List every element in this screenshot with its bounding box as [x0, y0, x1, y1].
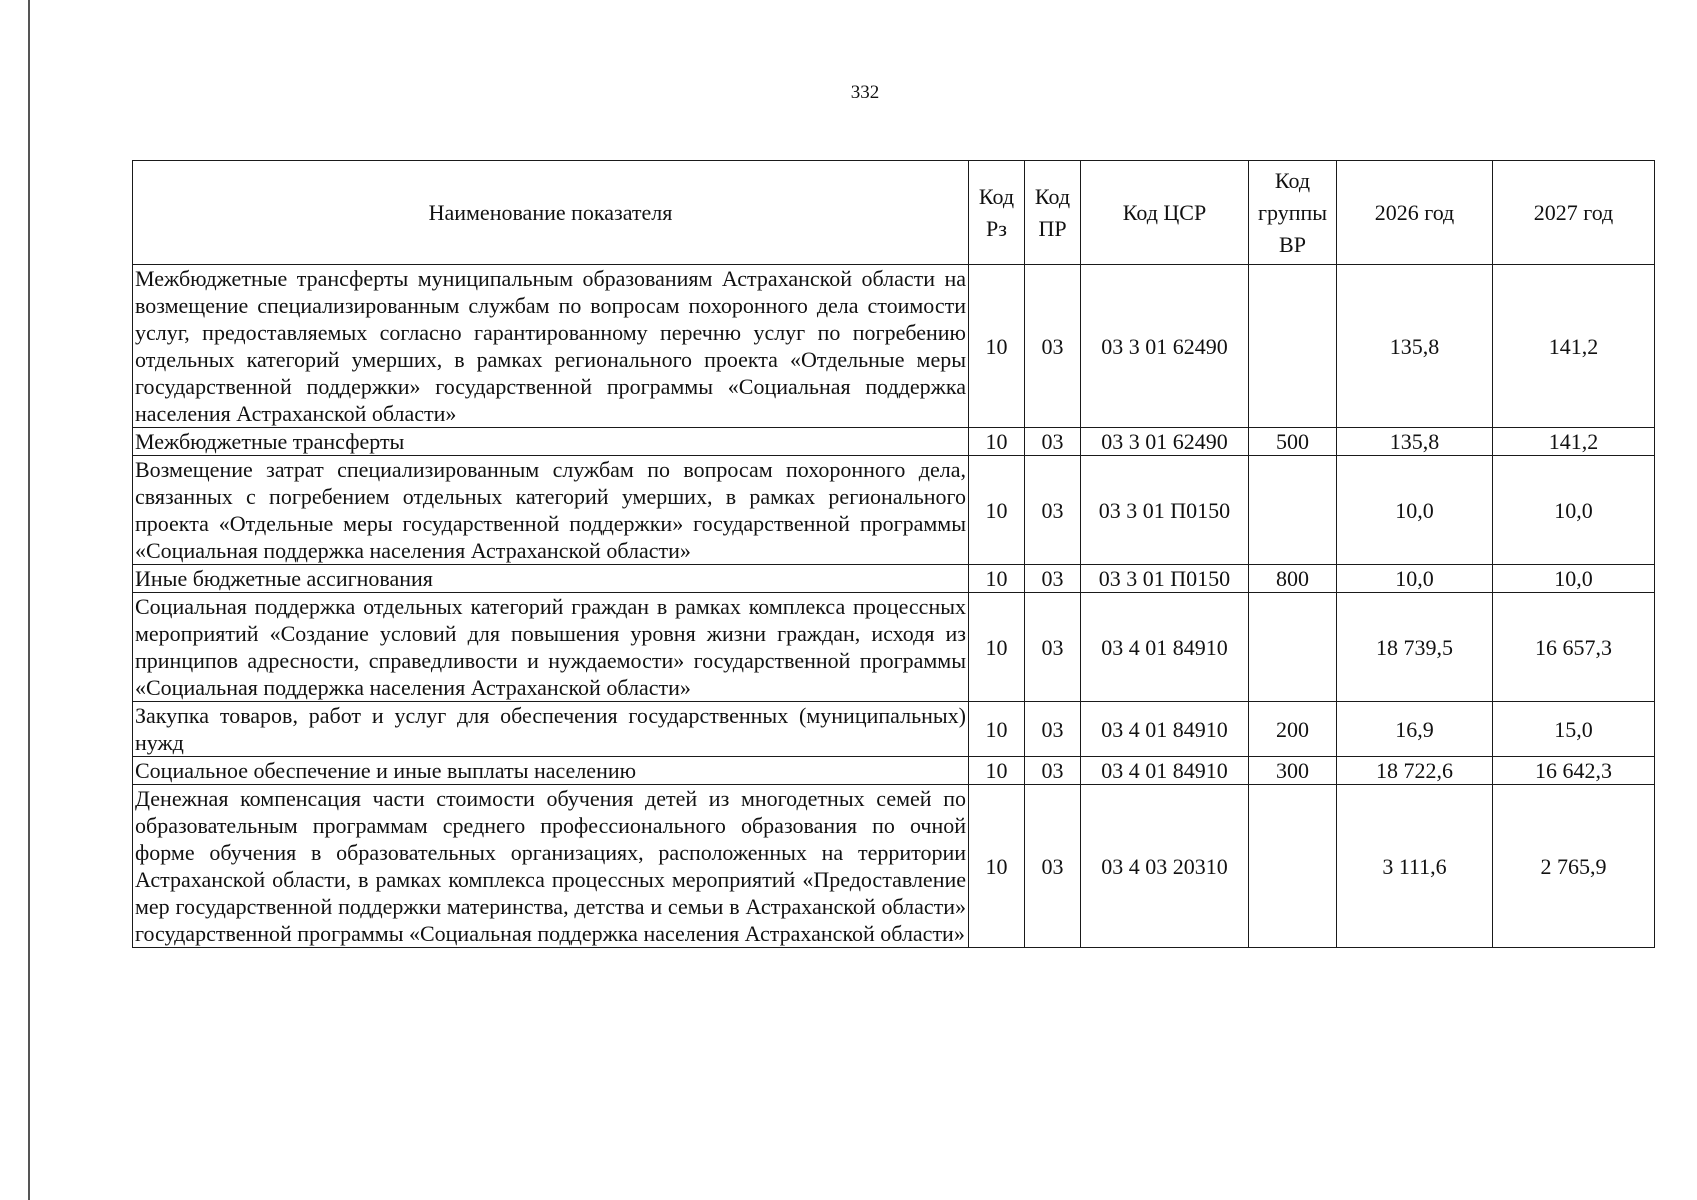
row-code-vr: [1249, 593, 1337, 702]
row-value-2027: 141,2: [1493, 428, 1655, 456]
row-code-vr: 200: [1249, 702, 1337, 757]
row-value-2027: 10,0: [1493, 565, 1655, 593]
row-code-rz: 10: [969, 593, 1025, 702]
row-name: Социальное обеспечение и иные выплаты населению: [133, 757, 969, 785]
table-header-row: [133, 161, 1655, 265]
table-row: [133, 757, 1655, 785]
table-row: [133, 565, 1655, 593]
header-code-vr: Код группы ВР: [1249, 161, 1337, 265]
header-code-rz: Код Рз: [969, 161, 1025, 265]
row-value-2026: 18 739,5: [1337, 593, 1493, 702]
row-value-2026: 18 722,6: [1337, 757, 1493, 785]
row-code-pr: 03: [1025, 265, 1081, 428]
page-margin-line: [28, 0, 30, 1200]
row-value-2027: 16 642,3: [1493, 757, 1655, 785]
row-value-2027: 141,2: [1493, 265, 1655, 428]
row-code-vr: [1249, 456, 1337, 565]
row-code-vr: 800: [1249, 565, 1337, 593]
header-code-csr: Код ЦСР: [1081, 161, 1249, 265]
table-row: [133, 456, 1655, 565]
row-code-rz: 10: [969, 265, 1025, 428]
row-code-csr: 03 3 01 П0150: [1081, 456, 1249, 565]
row-value-2026: 3 111,6: [1337, 785, 1493, 948]
header-name: Наименование показателя: [133, 161, 969, 265]
row-name: Иные бюджетные ассигнования: [133, 565, 969, 593]
row-code-rz: 10: [969, 456, 1025, 565]
row-code-pr: 03: [1025, 456, 1081, 565]
table-row: [133, 785, 1655, 948]
row-value-2026: 135,8: [1337, 265, 1493, 428]
table-row: [133, 265, 1655, 428]
row-code-csr: 03 4 01 84910: [1081, 757, 1249, 785]
budget-table: [132, 160, 1655, 948]
row-name: Возмещение затрат специализированным службам по вопросам похоронного дела, связанных с погребением отдельных категорий умерших, в рамках регионального проекта «Отдельные меры государственной поддержки» государственной программы «Социальная поддержка населения Астраханской области»: [133, 456, 969, 565]
row-code-csr: 03 3 01 62490: [1081, 428, 1249, 456]
row-value-2026: 16,9: [1337, 702, 1493, 757]
row-code-vr: 500: [1249, 428, 1337, 456]
row-value-2026: 10,0: [1337, 456, 1493, 565]
row-code-rz: 10: [969, 785, 1025, 948]
row-code-rz: 10: [969, 428, 1025, 456]
row-code-vr: [1249, 785, 1337, 948]
table-row: [133, 702, 1655, 757]
row-value-2027: 16 657,3: [1493, 593, 1655, 702]
table-row: [133, 428, 1655, 456]
row-code-rz: 10: [969, 702, 1025, 757]
row-code-rz: 10: [969, 757, 1025, 785]
row-name: Социальная поддержка отдельных категорий граждан в рамках комплекса процессных мероприятий «Создание условий для повышения уровня жизни граждан, исходя из принципов адресности, справедливости и нуждаемости» государственной программы «Социальная поддержка населения Астраханской области»: [133, 593, 969, 702]
row-code-csr: 03 4 03 20310: [1081, 785, 1249, 948]
row-code-pr: 03: [1025, 785, 1081, 948]
row-value-2026: 135,8: [1337, 428, 1493, 456]
row-code-pr: 03: [1025, 565, 1081, 593]
row-name: Денежная компенсация части стоимости обучения детей из многодетных семей по образовательным программам среднего профессионального образования по очной форме обучения в образовательных организациях, расположенных на территории Астраханской области, в рамках комплекса процессных мероприятий «Предоставление мер государственной поддержки материнства, детства и семьи в Астраханской области» государственной программы «Социальная поддержка населения Астраханской области»: [133, 785, 969, 948]
row-code-pr: 03: [1025, 593, 1081, 702]
table-row: [133, 593, 1655, 702]
row-name: Закупка товаров, работ и услуг для обеспечения государственных (муниципальных) нужд: [133, 702, 969, 757]
row-code-csr: 03 3 01 62490: [1081, 265, 1249, 428]
row-value-2027: 10,0: [1493, 456, 1655, 565]
row-code-vr: [1249, 265, 1337, 428]
row-name: Межбюджетные трансферты: [133, 428, 969, 456]
row-value-2026: 10,0: [1337, 565, 1493, 593]
row-name: Межбюджетные трансферты муниципальным образованиям Астраханской области на возмещение специализированным службам по вопросам похоронного дела стоимости услуг, предоставляемых согласно гарантированному перечню услуг по погребению отдельных категорий умерших, в рамках регионального проекта «Отдельные меры государственной поддержки» государственной программы «Социальная поддержка населения Астраханской области»: [133, 265, 969, 428]
header-year-2026: 2026 год: [1337, 161, 1493, 265]
header-code-pr: Код ПР: [1025, 161, 1081, 265]
row-code-rz: 10: [969, 565, 1025, 593]
row-code-pr: 03: [1025, 757, 1081, 785]
row-value-2027: 15,0: [1493, 702, 1655, 757]
row-code-pr: 03: [1025, 428, 1081, 456]
header-year-2027: 2027 год: [1493, 161, 1655, 265]
row-code-csr: 03 4 01 84910: [1081, 593, 1249, 702]
row-code-csr: 03 4 01 84910: [1081, 702, 1249, 757]
page-number: 332: [850, 82, 880, 103]
row-code-pr: 03: [1025, 702, 1081, 757]
row-code-vr: 300: [1249, 757, 1337, 785]
row-value-2027: 2 765,9: [1493, 785, 1655, 948]
row-code-csr: 03 3 01 П0150: [1081, 565, 1249, 593]
